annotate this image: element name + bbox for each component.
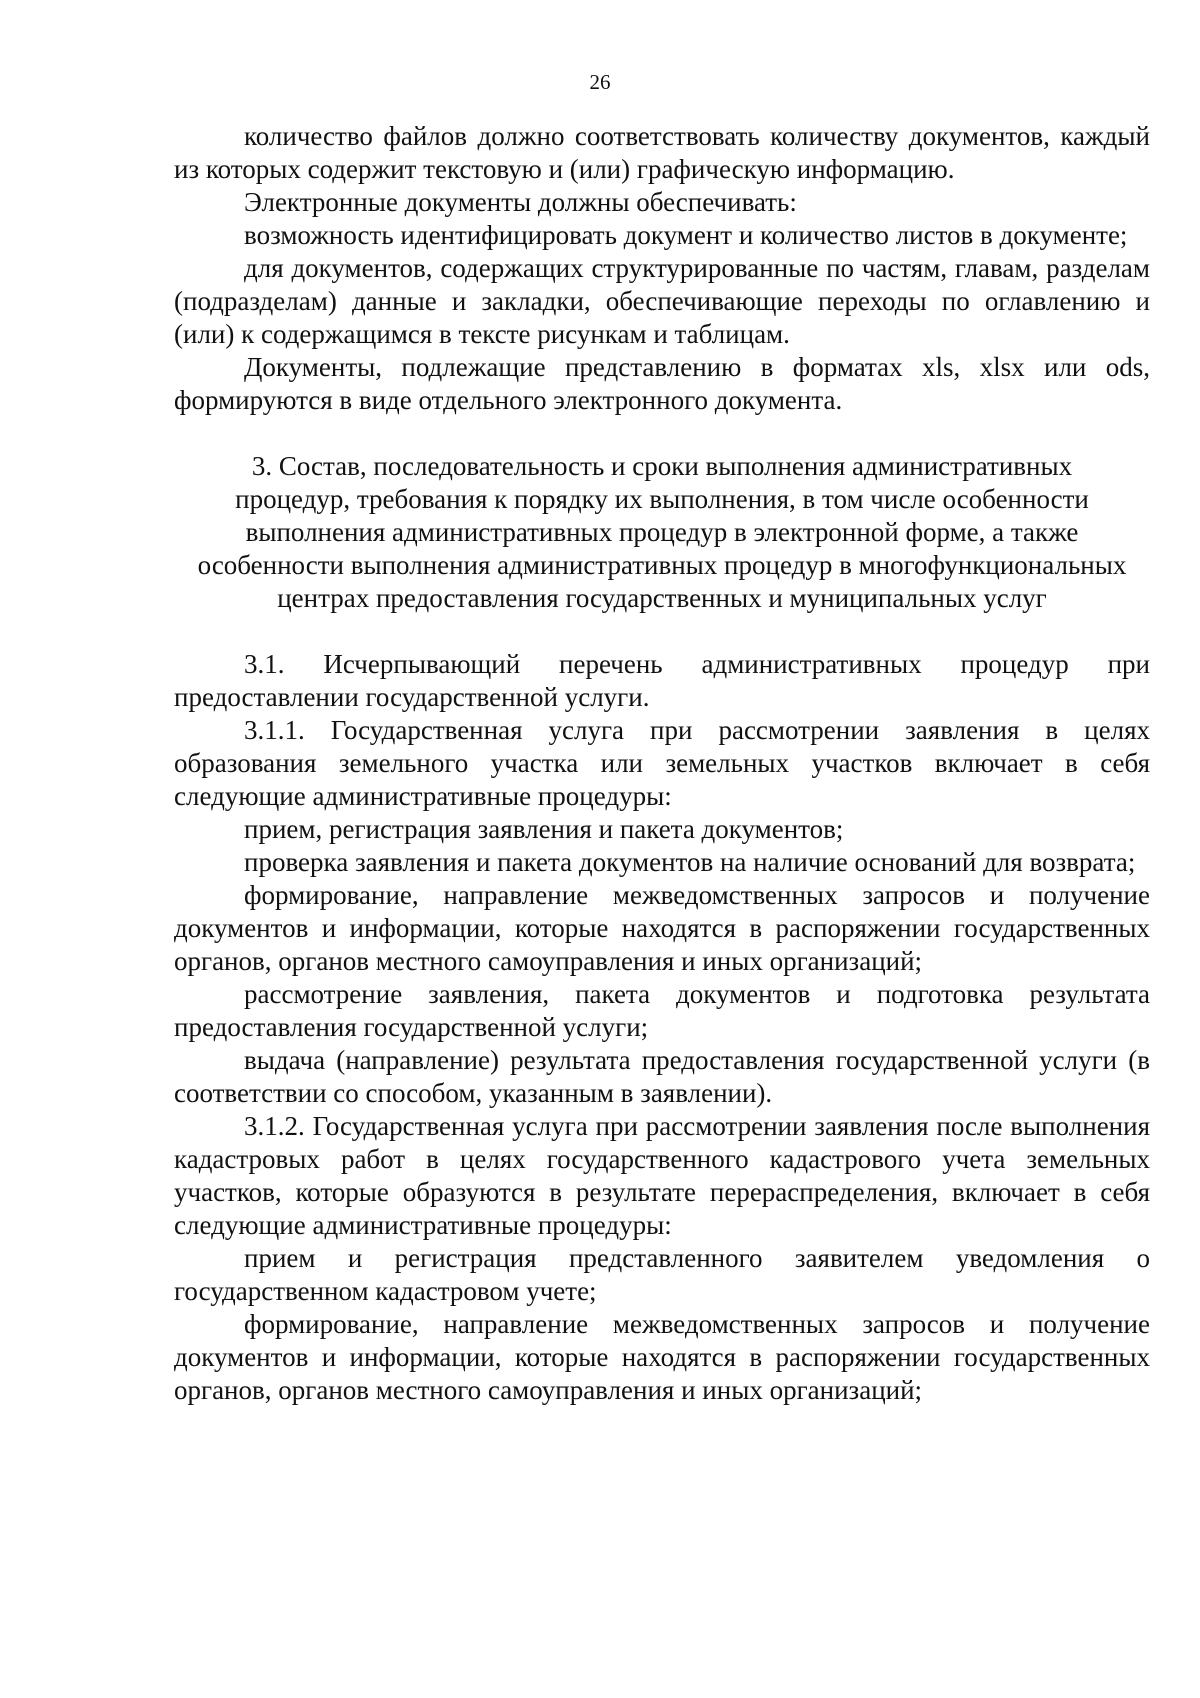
paragraph: формирование, направление межведомственных запросов и получение документов и информации, которые находятся в распоряжении государственных органов, органов местного самоуправления и иных организаций; <box>174 1309 1150 1405</box>
document-body <box>174 120 1150 1407</box>
section-heading-line: выполнения административных процедур в электронной форме, а также <box>245 517 1079 547</box>
section-heading-line: центрах предоставления государственных и муниципальных услуг <box>277 583 1047 613</box>
page-number: 26 <box>589 70 611 94</box>
paragraph: 3.1.1. Государственная услуга при рассмотрении заявления в целях образования земельного участка или земельных участков включает в себя следующие административные процедуры: <box>174 715 1150 811</box>
paragraph: выдача (направление) результата предоставления государственной услуги (в соответствии со способом, указанным в заявлении). <box>174 1045 1150 1108</box>
paragraph: Документы, подлежащие представлению в форматах xls, xlsx или ods, формируются в виде отдельного электронного документа. <box>174 352 1150 415</box>
section-heading <box>174 450 1150 615</box>
paragraph: рассмотрение заявления, пакета документов и подготовка результата предоставления государственной услуги; <box>174 979 1150 1042</box>
paragraph: для документов, содержащих структурированные по частям, главам, разделам (подразделам) данные и закладки, обеспечивающие переходы по оглавлению и (или) к содержащимся в тексте рисункам и таблицам. <box>174 253 1150 349</box>
paragraph: формирование, направление межведомственных запросов и получение документов и информации, которые находятся в распоряжении государственных органов, органов местного самоуправления и иных организаций; <box>174 880 1150 976</box>
paragraph: прием, регистрация заявления и пакета документов; <box>244 814 844 844</box>
paragraph: возможность идентифицировать документ и количество листов в документе; <box>244 220 1128 250</box>
section-heading-line: 3. Состав, последовательность и сроки выполнения административных <box>251 451 1073 481</box>
paragraph: 3.1. Исчерпывающий перечень административных процедур при предоставлении государственной услуги. <box>174 649 1150 712</box>
section-body <box>174 648 1150 1407</box>
section-heading-line: особенности выполнения административных процедур в многофункциональных <box>197 550 1127 580</box>
paragraph: Электронные документы должны обеспечивать: <box>244 187 797 217</box>
paragraph: прием и регистрация представленного заявителем уведомления о государственном кадастровом учете; <box>174 1243 1150 1306</box>
paragraph: проверка заявления и пакета документов на наличие оснований для возврата; <box>244 847 1136 877</box>
paragraph: 3.1.2. Государственная услуга при рассмотрении заявления после выполнения кадастровых работ в целях государственного кадастрового учета земельных участков, которые образуются в результате перераспределения, включает в себя следующие административные процедуры: <box>174 1111 1150 1240</box>
section-heading-line: процедур, требования к порядку их выполнения, в том числе особенности <box>235 484 1089 514</box>
paragraph: количество файлов должно соответствовать количеству документов, каждый из которых содержит текстовую и (или) графическую информацию. <box>174 121 1150 184</box>
